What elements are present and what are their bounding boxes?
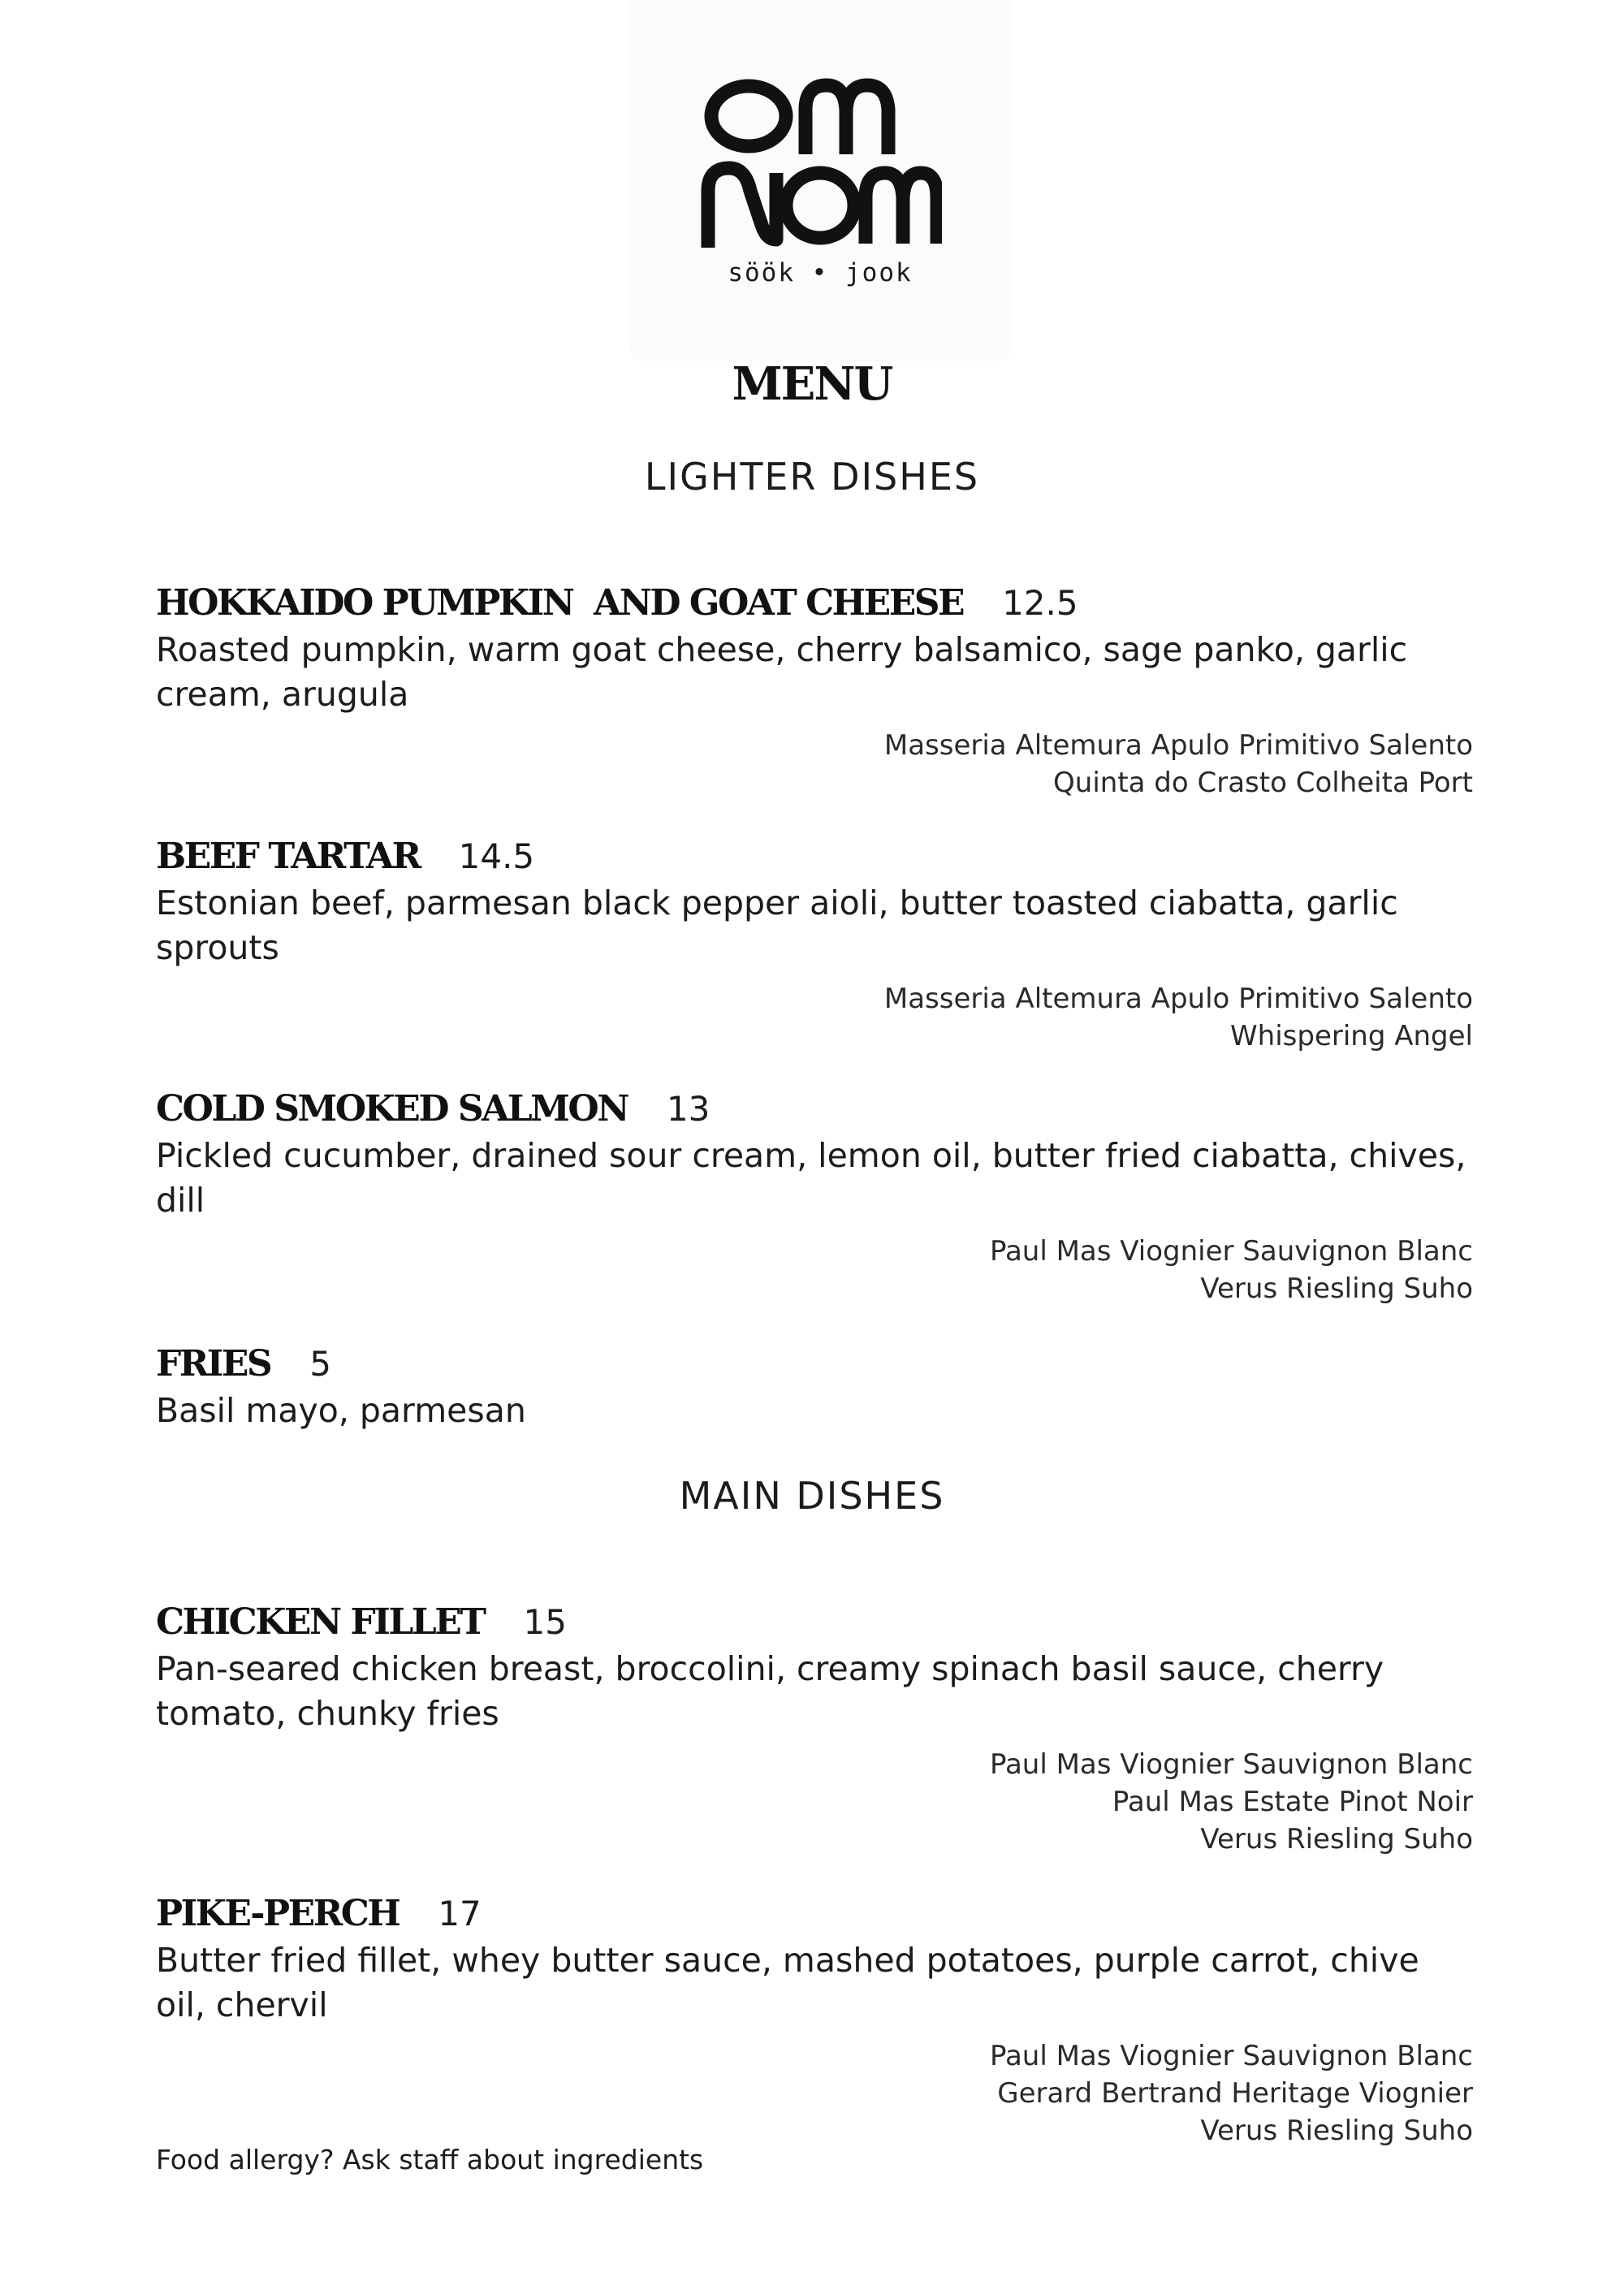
wine-pairing: Paul Mas Viognier Sauvignon Blanc	[989, 2040, 1473, 2072]
menu-item	[156, 1890, 1473, 2149]
logo-tagline: söök • jook	[728, 258, 913, 287]
wine-pairing: Masseria Altemura Apulo Primitivo Salento	[883, 729, 1473, 762]
wine-pairings	[156, 1233, 1473, 1307]
logo	[629, 0, 1011, 361]
section-heading-main: MAIN DISHES	[679, 1474, 945, 1518]
dish-description: Basil mayo, parmesan	[156, 1391, 526, 1430]
wine-pairing: Verus Riesling Suho	[1200, 2115, 1473, 2147]
dish-price: 5	[309, 1344, 331, 1384]
menu-item-header	[156, 579, 1473, 628]
wine-pairing: Verus Riesling Suho	[1200, 1272, 1473, 1305]
menu-item	[156, 1085, 1473, 1307]
section-heading-lighter: LIGHTER DISHES	[644, 455, 980, 499]
dish-price: 14.5	[458, 836, 535, 876]
wine-pairing: Paul Mas Viognier Sauvignon Blanc	[989, 1748, 1473, 1781]
menu-title: MENU	[732, 357, 892, 411]
wine-pairing: Paul Mas Viognier Sauvignon Blanc	[989, 1235, 1473, 1268]
dish-price: 17	[438, 1894, 482, 1933]
wine-pairings	[156, 1746, 1473, 1858]
wine-pairing: Masseria Altemura Apulo Primitivo Salento	[883, 983, 1473, 1015]
dish-description: Pan-seared chicken breast, broccolini, creamy spinach basil sauce, cherry tomato, chunky fries	[156, 1649, 1384, 1733]
wine-pairings	[156, 980, 1473, 1055]
wine-pairing: Verus Riesling Suho	[1200, 1823, 1473, 1856]
menu-item-header	[156, 1890, 1473, 1938]
wine-pairings	[156, 2037, 1473, 2149]
dish-name: PIKE-PERCH	[156, 1893, 400, 1934]
wine-pairings	[156, 727, 1473, 801]
dish-description: Estonian beef, parmesan black pepper aioli, butter toasted ciabatta, garlic sprouts	[156, 883, 1398, 967]
menu-item-header	[156, 1598, 1473, 1647]
dish-name: HOKKAIDO PUMPKIN AND GOAT CHEESE	[156, 582, 964, 624]
menu-item	[156, 1598, 1473, 1858]
dish-price: 13	[666, 1089, 710, 1129]
dish-name: COLD SMOKED SALMON	[156, 1088, 628, 1130]
allergy-note: Food allergy? Ask staff about ingredients	[156, 2144, 704, 2175]
om-nom-logo-mark	[698, 77, 942, 252]
dish-name: BEEF TARTAR	[156, 836, 420, 877]
dish-name: FRIES	[156, 1343, 271, 1385]
dish-description: Pickled cucumber, drained sour cream, lemon oil, butter fried ciabatta, chives, dill	[156, 1136, 1466, 1220]
wine-pairing: Gerard Bertrand Heritage Viognier	[997, 2077, 1473, 2110]
dish-price: 15	[523, 1602, 567, 1642]
menu-item	[156, 579, 1473, 801]
menu-item	[156, 832, 1473, 1055]
wine-pairing: Whispering Angel	[1230, 1020, 1473, 1052]
menu-item-header	[156, 1340, 1473, 1389]
dish-name: CHICKEN FILLET	[156, 1601, 485, 1643]
menu-item	[156, 1340, 1473, 1433]
wine-pairing: Quinta do Crasto Colheita Port	[1053, 767, 1473, 799]
wine-pairing: Paul Mas Estate Pinot Noir	[1112, 1786, 1473, 1818]
menu-item-header	[156, 1085, 1473, 1134]
dish-description: Roasted pumpkin, warm goat cheese, cherry balsamico, sage panko, garlic cream, arugula	[156, 630, 1408, 714]
dish-price: 12.5	[1002, 583, 1078, 623]
dish-description: Butter fried fillet, whey butter sauce, mashed potatoes, purple carrot, chive oil, chervil	[156, 1941, 1419, 2024]
menu-item-header	[156, 832, 1473, 881]
